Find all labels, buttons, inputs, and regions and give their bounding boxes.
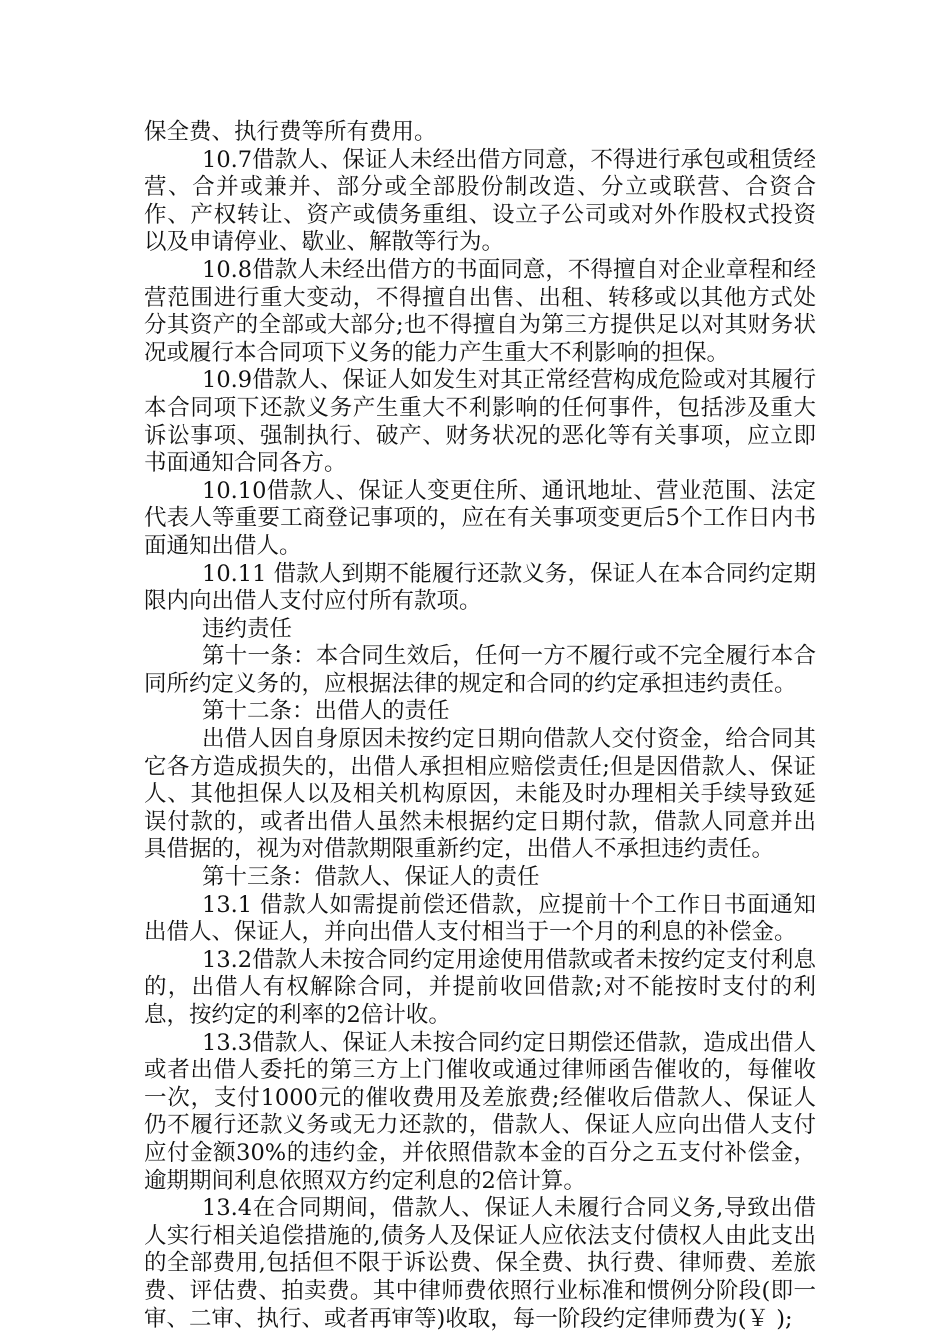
clause-10-9: 10.9借款人、保证人如发生对其正常经营构成危险或对其履行本合同项下还款义务产生重大不利影响的任何事件，包括涉及重大诉讼事项、强制执行、破产、财务状况的恶化等有关事项，应立即书面通知合同各方。 [144, 367, 816, 477]
section-heading-breach: 违约责任 [202, 615, 293, 642]
clause-13-1: 13.1 借款人如需提前偿还借款，应提前十个工作日书面通知出借人、保证人，并向出借人支付相当于一个月的利息的补偿金。 [144, 891, 816, 946]
document-page [144, 119, 816, 1333]
clause-10-10: 10.10借款人、保证人变更住所、通讯地址、营业范围、法定代表人等重要工商登记事项的，应在有关事项变更后5个工作日内书面通知出借人。 [144, 477, 816, 559]
clause-10-7: 10.7借款人、保证人未经出借方同意，不得进行承包或租赁经营、合并或兼并、部分或全部股份制改造、分立或联营、合资合作、产权转让、资产或债务重组、设立子公司或对外作股权式投资以及申请停业、歇业、解散等行为。 [144, 146, 816, 256]
clause-10-11: 10.11 借款人到期不能履行还款义务，保证人在本合同约定期限内向出借人支付应付所有款项。 [144, 560, 816, 615]
article-12-heading: 第十二条：出借人的责任 [202, 698, 450, 725]
article-11: 第十一条：本合同生效后，任何一方不履行或不完全履行本合同所约定义务的，应根据法律的规定和合同的约定承担违约责任。 [144, 643, 816, 697]
article-13-heading: 第十三条：借款人、保证人的责任 [202, 864, 540, 891]
clause-13-4: 13.4在合同期间，借款人、保证人未履行合同义务,导致出借人实行相关追偿措施的,债务人及保证人应依法支付债权人由此支出的全部费用,包括但不限于诉讼费、保全费、执行费、律师费、差旅费、评估费、拍卖费。其中律师费依照行业标准和惯例分阶段(即一审、二审、执行、或者再审等)收取，每一阶段约定律师费为(￥ ); [144, 1195, 816, 1332]
clause-13-2: 13.2借款人未按合同约定用途使用借款或者未按约定支付利息的，出借人有权解除合同，并提前收回借款;对不能按时支付的利息，按约定的利率的2倍计收。 [144, 946, 816, 1028]
article-12-body: 出借人因自身原因未按约定日期向借款人交付资金，给合同其它各方造成损失的，出借人承担相应赔偿责任;但是因借款人、保证人、其他担保人以及相关机构原因，未能及时办理相关手续导致延误付款的，或者出借人虽然未根据约定日期付款，借款人同意并出具借据的，视为对借款期限重新约定，出借人不承担违约责任。 [144, 726, 816, 863]
clause-10-8: 10.8借款人未经出借方的书面同意，不得擅自对企业章程和经营范围进行重大变动，不得擅自出售、出租、转移或以其他方式处分其资产的全部或大部分;也不得擅自为第三方提供足以对其财务状况或履行本合同项下义务的能力产生重大不利影响的担保。 [144, 256, 816, 366]
paragraph-continuation: 保全费、执行费等所有费用。 [144, 119, 437, 145]
clause-13-3: 13.3借款人、保证人未按合同约定日期偿还借款，造成出借人或者出借人委托的第三方上门催收或通过律师函告催收的，每催收一次，支付1000元的催收费用及差旅费;经催收后借款人、保证人仍不履行还款义务或无力还款的，借款人、保证人应向出借人支付应付金额30%的违约金，并依照借款本金的百分之五支付补偿金，逾期期间利息依照双方约定利息的2倍计算。 [144, 1029, 816, 1194]
